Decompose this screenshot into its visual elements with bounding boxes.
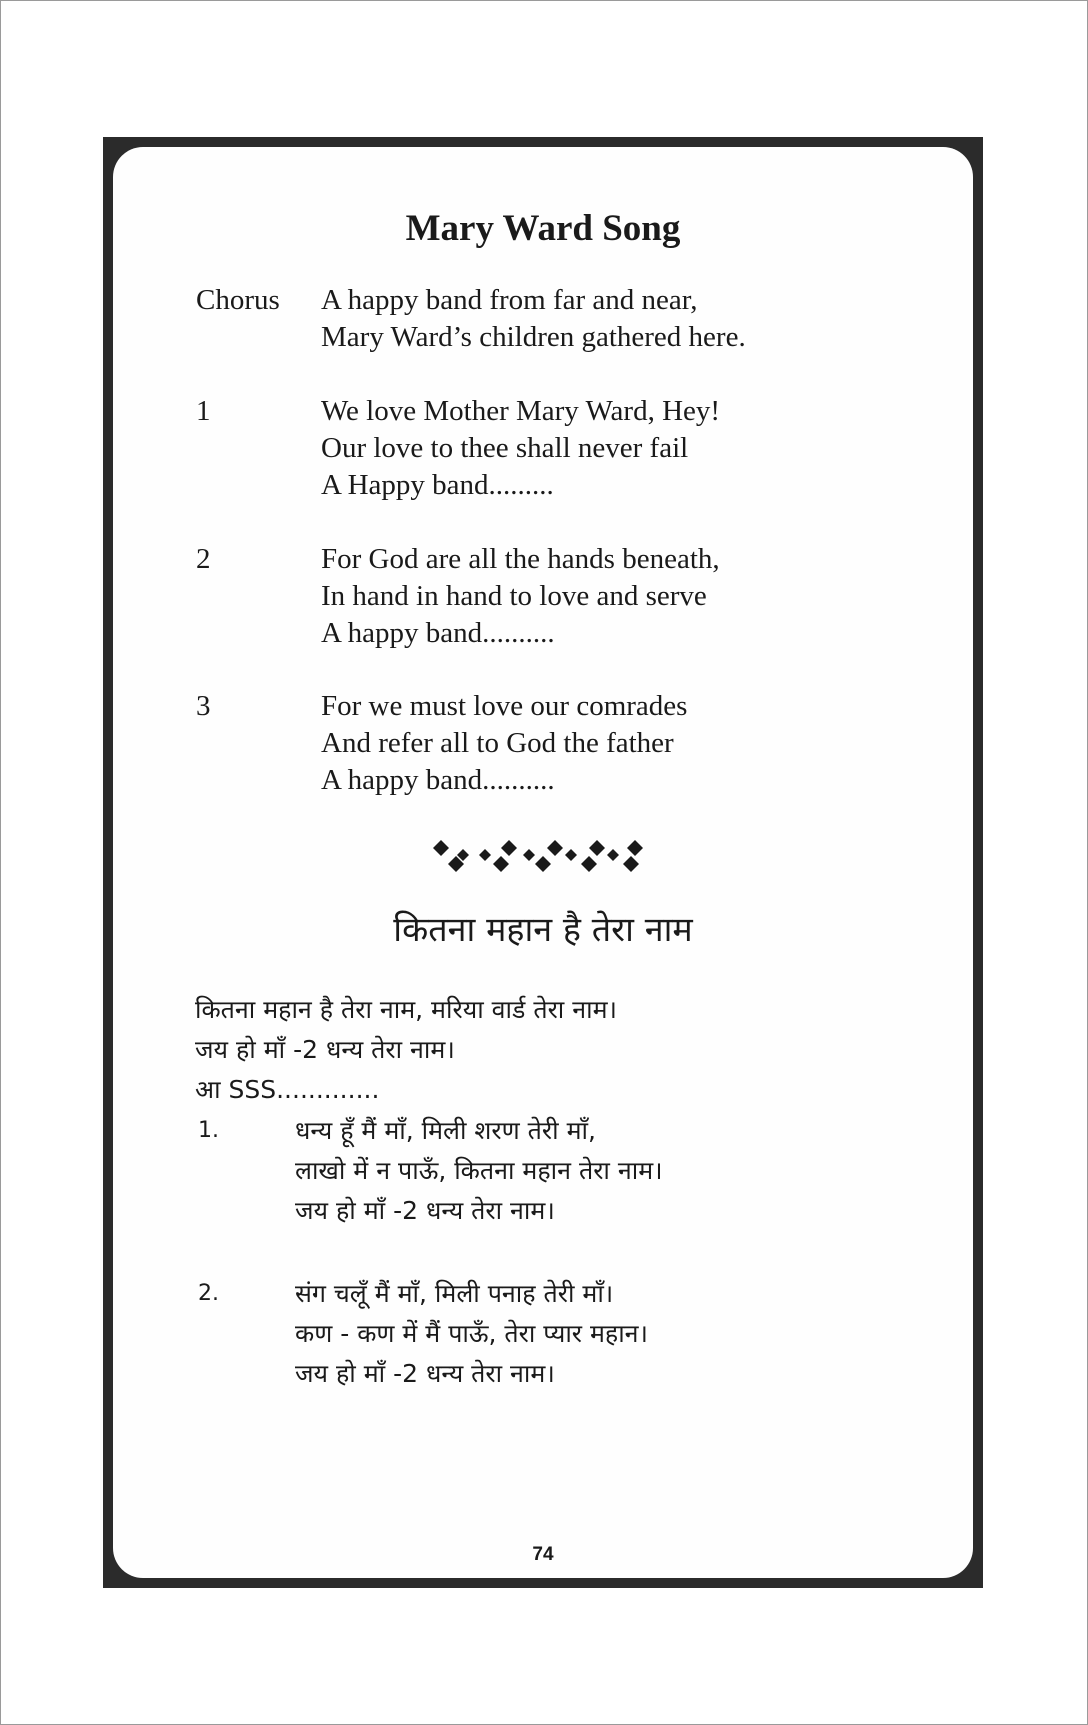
stanza-line: Mary Ward’s children gathered here. — [321, 321, 746, 353]
content-panel — [113, 147, 973, 1578]
stanza-label: 1 — [196, 395, 211, 427]
hindi-verse-line: जय हो माँ -2 धन्य तेरा नाम। — [295, 1196, 555, 1225]
stanza-line: For we must love our comrades — [321, 690, 688, 722]
stanza-line: A happy band.......... — [321, 764, 555, 796]
diamond-ornament-icon — [423, 830, 653, 880]
page-number: 74 — [532, 1544, 554, 1565]
stanza-label: Chorus — [196, 284, 280, 316]
stanza-line: We love Mother Mary Ward, Hey! — [321, 395, 721, 427]
stanza-line: Our love to thee shall never fail — [321, 432, 689, 464]
hindi-intro-line: कितना महान है तेरा नाम, मरिया वार्ड तेरा नाम। — [195, 995, 617, 1024]
hindi-verse-line: जय हो माँ -2 धन्य तेरा नाम। — [295, 1359, 555, 1388]
hindi-verse-line: धन्य हूँ मैं माँ, मिली शरण तेरी माँ, — [295, 1116, 596, 1145]
stanza-line: For God are all the hands beneath, — [321, 543, 720, 575]
stanza-line: A happy band.......... — [321, 617, 555, 649]
stanza-line: In hand in hand to love and serve — [321, 580, 707, 612]
stanza-line: A happy band from far and near, — [321, 284, 698, 316]
hindi-verse-number: 1. — [198, 1118, 219, 1143]
hindi-song-title: कितना महान है तेरा नाम — [393, 910, 693, 950]
song-title: Mary Ward Song — [405, 208, 681, 249]
hindi-verse-line: लाखो में न पाऊँ, कितना महान तेरा नाम। — [295, 1156, 663, 1185]
hindi-intro-line: आ SSS............. — [195, 1075, 380, 1104]
stanza-line: A Happy band......... — [321, 469, 554, 501]
stanza-label: 2 — [196, 543, 211, 575]
stanza-line: And refer all to God the father — [321, 727, 674, 759]
hindi-intro-line: जय हो माँ -2 धन्य तेरा नाम। — [195, 1035, 455, 1064]
hindi-verse-line: संग चलूँ मैं माँ, मिली पनाह तेरी माँ। — [295, 1279, 614, 1308]
hindi-verse-number: 2. — [198, 1281, 219, 1306]
page-frame — [103, 137, 983, 1588]
stanza-label: 3 — [196, 690, 211, 722]
hindi-verse-line: कण - कण में मैं पाऊँ, तेरा प्यार महान। — [295, 1319, 649, 1348]
